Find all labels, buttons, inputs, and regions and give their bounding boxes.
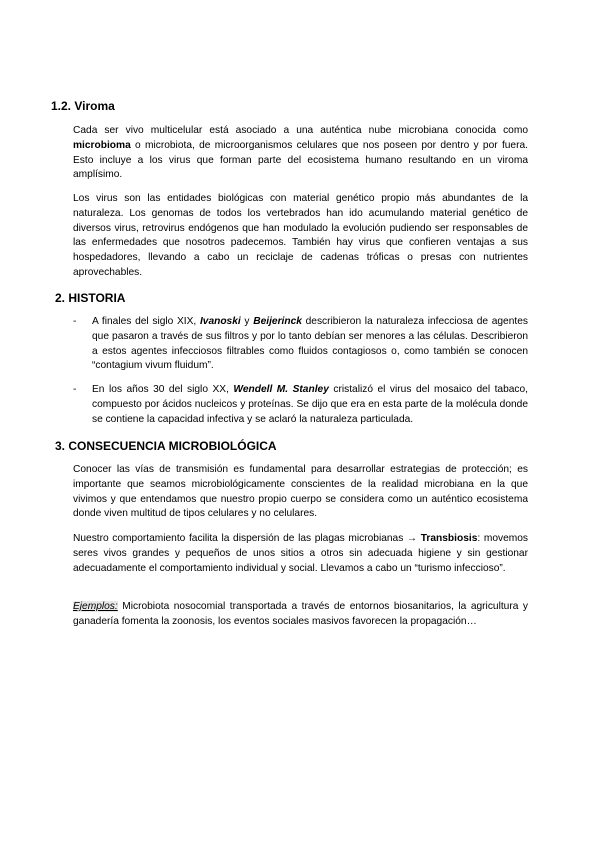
label-ejemplos: Ejemplos: [73,601,118,612]
bullet-dash: - [73,384,77,395]
text-span: A finales del siglo XIX, [92,316,200,327]
bullet-dash: - [73,316,77,327]
paragraph-virus-entidades: Los virus son las entidades biológicas con material genético propio más abundantes de la naturaleza. Los genomas de todos los vertebrados han ido acumulando material genético de diversos virus, retrovirus endógenos que han modulado la evolución pudiendo ser responsables de las enfermedades que nosotros padecemos. También hay virus que confieren ventajas a sus hospedadores, llevando a cabo un reciclaje de cadenas tróficas o presas con nutrientes aprovechables. [73,193,528,278]
name-stanley: Wendell M. Stanley [233,384,329,395]
text-span: : movemos seres vivos grandes y pequeños de unos sitios a otros sin adecuada higiene y sin gestionar adecuadamente el comportamiento individual y social. Llevamos a cabo un “turismo infeccioso”. [73,533,528,574]
text-span: o microbiota, de microorganismos celulares que nos poseen por dentro y por fuera. Esto incluye a los virus que forman parte del ecosistema humano resultando en un viroma amplísimo. [73,139,528,181]
text-span: cristalizó el virus del mosaico del tabaco, compuesto por ácidos nucleicos y proteínas. Se dijo que era en esta parte de la molécula donde se contiene la capacidad infectiva y se aclaró la naturaleza particulada. [92,384,529,425]
text-span: Cada ser vivo multicelular está asociado a una auténtica nube microbiana conocida como [73,125,528,136]
list-item-text [92,315,528,374]
term-transbiosis: Transbiosis [420,533,478,544]
text-span: En los años 30 del siglo XX, [92,384,234,395]
text-span: Microbiota nosocomial transportada a través de entornos biosanitarios, la agricultura y ganadería fomenta la zoonosis, los eventos sociales masivos favorecen la propagación… [73,601,528,627]
text-span: y [240,316,254,327]
term-microbioma: microbioma [73,139,131,151]
paragraph-microbioma [73,124,528,183]
name-ivanoski: Ivanoski [199,316,241,327]
heading-consecuencia: 3. CONSECUENCIA MICROBIOLÓGICA [55,439,277,453]
heading-historia: 2. HISTORIA [55,291,126,305]
text-span: describieron la naturaleza infecciosa de agentes que pasaron a través de sus filtros y por lo tanto debían ser menores a las células. Describieron a estos agentes infecciosos filtrables como fluidos contagiosos o, como también se conocen “contagium vivum fluidum”. [92,316,528,372]
paragraph-vias-transmision: Conocer las vías de transmisión es fundamental para desarrollar estrategias de protección; es importante que seamos microbiológicamente conscientes de la realidad microbiana en la que vivimos y que entendamos que nuestro propio cuerpo se considera como un auténtico ecosistema donde viven multitud de tipos celulares y no celulares. [73,464,528,520]
text-span: Nuestro comportamiento facilita la dispersión de las plagas microbianas → [73,533,421,544]
list-item-text [92,383,528,427]
paragraph-transbiosis [73,532,528,576]
name-beijerinck: Beijerinck [253,316,302,327]
paragraph-ejemplos [73,600,528,630]
heading-viroma: 1.2. Viroma [51,99,115,113]
